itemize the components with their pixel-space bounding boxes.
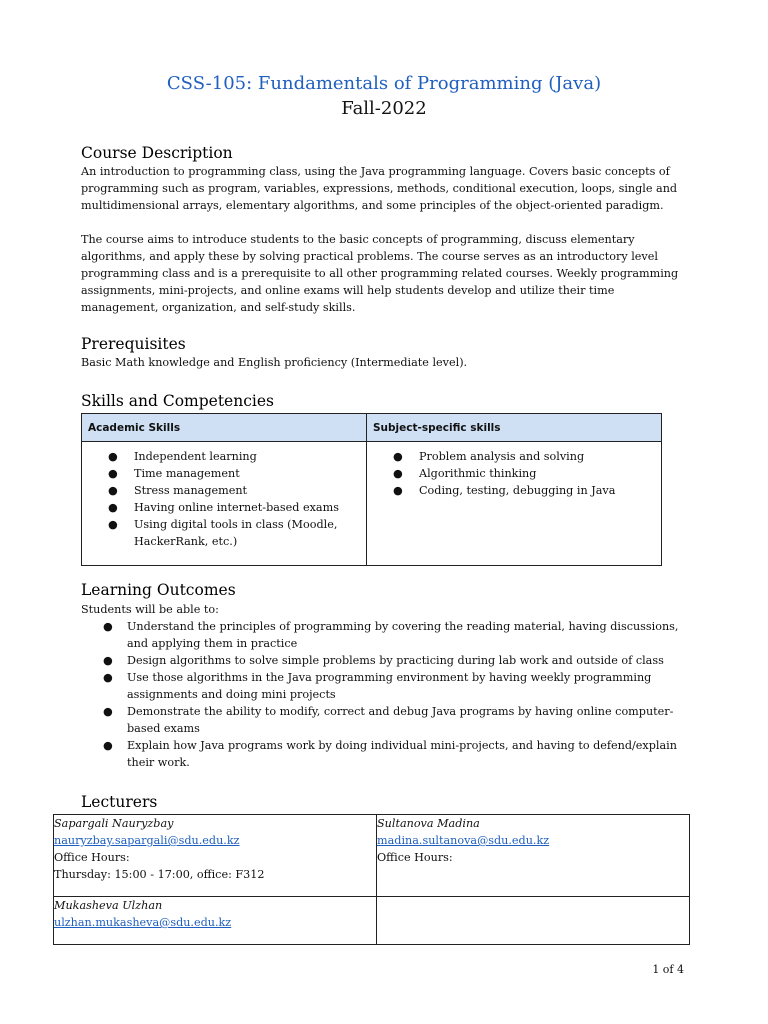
list-item: ● Use those algorithms in the Java programming environment by having weekly programming assignments and doing mini projects	[103, 671, 652, 701]
lecturer-name: Mukasheva Ulzhan	[54, 899, 163, 912]
list-item: ● Using digital tools in class (Moodle, HackerRank, etc.)	[108, 518, 338, 548]
list-item: ● Independent learning	[108, 450, 257, 463]
empty-cell	[377, 897, 690, 945]
course-title: CSS-105: Fundamentals of Programming (Java)	[166, 73, 602, 94]
lecturer-cell	[54, 815, 377, 897]
learning-outcomes-heading: Learning Outcomes	[81, 581, 236, 599]
list-item: ● Time management	[108, 467, 240, 480]
outcomes-intro: Students will be able to:	[81, 603, 219, 616]
list-item: ● Demonstrate the ability to modify, correct and debug Java programs by having online computer-based exams	[103, 705, 674, 735]
list-item: ● Design algorithms to solve simple problems by practicing during lab work and outside of class	[103, 654, 664, 667]
lecturers-table	[53, 814, 690, 945]
office-hours-label: Office Hours:	[377, 851, 453, 864]
course-description-heading: Course Description	[81, 144, 233, 162]
academic-skills-header: Academic Skills	[82, 414, 367, 442]
skills-table	[81, 413, 662, 566]
lecturer-cell	[377, 815, 690, 897]
description-paragraph-1: An introduction to programming class, using the Java programming language. Covers basic concepts of programming such as program, variables, expressions, methods, conditional execution, loops, single and multidimensional arrays, elementary algorithms, and some principles of the object-oriented paradigm.	[81, 165, 678, 212]
description-paragraph-2: The course aims to introduce students to the basic concepts of programming, discuss elementary algorithms, and apply these by solving practical problems. The course serves as an introductory level programming class and is a prerequisite to all other programming related courses. Weekly programming assignments, mini-projects, and online exams will help students develop and utilize their time management, organization, and self-study skills.	[81, 233, 679, 314]
prerequisites-text: Basic Math knowledge and English proficiency (Intermediate level).	[81, 356, 468, 369]
lecturers-heading: Lecturers	[81, 793, 158, 811]
subject-skills-list	[367, 448, 661, 499]
lecturer-email-link[interactable]: nauryzbay.sapargali@sdu.edu.kz	[54, 834, 240, 847]
skills-heading: Skills and Competencies	[81, 392, 274, 410]
academic-skills-list	[82, 448, 366, 550]
lecturer-name: Sultanova Madina	[377, 817, 480, 830]
list-item: ● Having online internet-based exams	[108, 501, 339, 514]
office-hours-label: Office Hours:	[54, 851, 130, 864]
course-term: Fall-2022	[341, 98, 427, 119]
office-hours-detail: Thursday: 15:00 - 17:00, office: F312	[54, 868, 265, 881]
prerequisites-heading: Prerequisites	[81, 335, 186, 353]
list-item: ● Coding, testing, debugging in Java	[393, 484, 616, 497]
list-item: ● Explain how Java programs work by doing individual mini-projects, and having to defend/explain their work.	[103, 739, 677, 769]
list-item: ● Stress management	[108, 484, 248, 497]
list-item: ● Algorithmic thinking	[393, 467, 537, 480]
page-number: 1 of 4	[652, 963, 684, 976]
lecturer-name: Sapargali Nauryzbay	[54, 817, 174, 830]
subject-skills-cell	[367, 442, 662, 566]
list-item: ● Understand the principles of programming by covering the reading material, having discussions, and applying them in practice	[103, 620, 679, 650]
lecturer-email-link[interactable]: ulzhan.mukasheva@sdu.edu.kz	[54, 916, 232, 929]
lecturer-cell	[54, 897, 377, 945]
subject-skills-header: Subject-specific skills	[367, 414, 662, 442]
lecturer-email-link[interactable]: madina.sultanova@sdu.edu.kz	[377, 834, 550, 847]
academic-skills-cell	[82, 442, 367, 566]
learning-outcomes-list	[81, 618, 681, 771]
list-item: ● Problem analysis and solving	[393, 450, 585, 463]
